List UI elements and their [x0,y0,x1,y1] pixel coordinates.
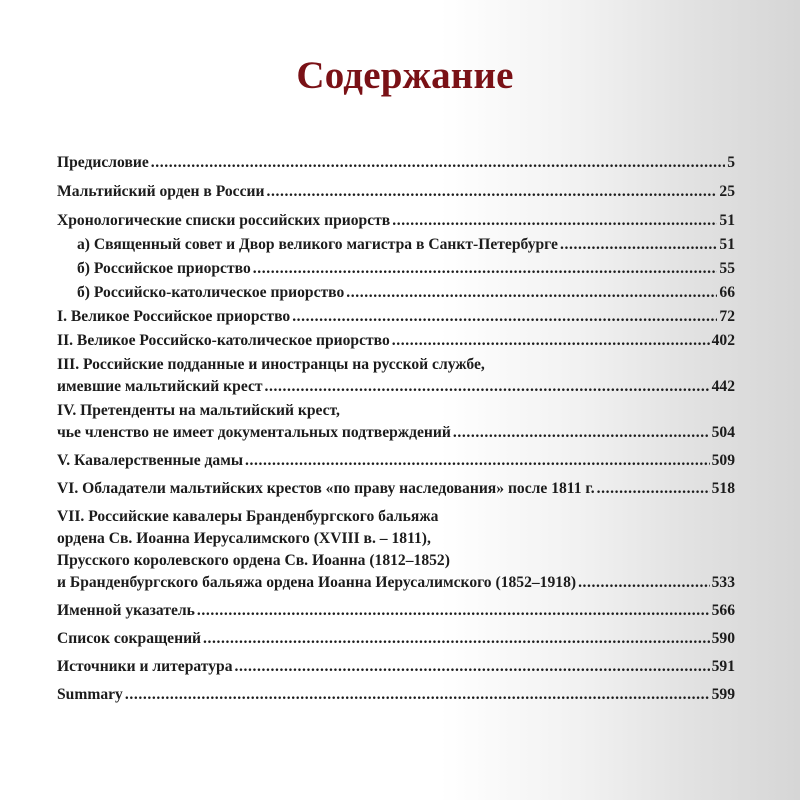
toc-entry-maltese-order-in-russia[interactable] [57,181,735,203]
toc-page-number: 51 [719,236,735,253]
toc-entry-russian-priory[interactable] [57,258,735,280]
toc-entry-chronological-lists[interactable] [57,210,735,232]
toc-page-number: 402 [711,332,735,349]
dot-leader [453,422,710,444]
toc-entry-sacred-council[interactable] [57,234,735,256]
dot-leader [560,234,717,256]
dot-leader [203,628,710,650]
dot-leader [151,152,725,174]
toc-page-number: 533 [711,574,735,591]
dot-leader [346,282,717,304]
toc-entry-text: Summary [57,686,123,703]
dot-leader [597,478,710,500]
toc-entry-text: VI. Обладатели мальтийских крестов «по праву наследования» после 1811 г. [57,480,595,497]
toc-page-number: 599 [711,686,735,703]
dot-leader [392,210,717,232]
dot-leader [125,684,710,706]
toc-page-number: 51 [719,212,735,229]
toc-page-number: 5 [727,154,735,171]
toc-entry-dames[interactable] [57,450,735,472]
toc-entry-text: Предисловие [57,154,149,171]
toc-entry-text: V. Кавалерственные дамы [57,452,244,469]
toc-entry-text-line: IV. Претенденты на мальтийский крест, [57,402,340,419]
toc-entry-sources[interactable] [57,656,735,678]
toc-entry-russian-catholic-priory[interactable] [57,282,735,304]
toc-entry-grand-russian-priory[interactable] [57,306,735,328]
toc-entry-russian-subjects[interactable] [57,354,735,398]
toc-entry-text: и Бранденбургского бальяжа ордена Иоанна Иерусалимского (1852–1918) [57,574,577,591]
toc-entry-text: б) Российско-католическое приорство [77,284,345,301]
page-title: Содержание [296,54,514,97]
toc-page-number: 72 [719,308,735,325]
dot-leader [253,258,718,280]
toc-entry-abbreviations[interactable] [57,628,735,650]
dot-leader [235,656,710,678]
toc-entry-summary[interactable] [57,684,735,706]
toc-page-number: 55 [719,260,735,277]
toc-entry-text: чье членство не имеет документальных подтверждений [57,424,451,441]
toc-entry-brandenburg-bailiwick[interactable] [57,506,735,594]
toc-entry-text: Мальтийский орден в России [57,183,265,200]
toc-entry-text: Именной указатель [57,602,195,619]
toc-entry-grand-russian-catholic-priory[interactable] [57,330,735,352]
toc-entry-text: б) Российское приорство [77,260,251,277]
toc-entry-text-line: III. Российские подданные и иностранцы на русской службе, [57,356,485,373]
toc-entry-hereditary-crosses[interactable] [57,478,735,500]
toc-page-number: 442 [711,378,735,395]
toc-page-number: 25 [719,183,735,200]
toc-entry-text: Список сокращений [57,630,202,647]
toc-entry-preface[interactable] [57,152,735,174]
toc-entry-text: I. Великое Российское приорство [57,308,291,325]
toc-entry-text: II. Великое Российско-католическое приорство [57,332,390,349]
dot-leader [392,330,710,352]
toc-entry-text-line: ордена Св. Иоанна Иерусалимского (XVIII в. – 1811), [57,530,431,547]
toc-page-number: 509 [711,452,735,469]
toc-entry-text: имевшие мальтийский крест [57,378,263,395]
dot-leader [266,181,717,203]
toc-entry-text: Источники и литература [57,658,233,675]
toc-entry-text: Хронологические списки российских приорств [57,212,391,229]
dot-leader [245,450,710,472]
dot-leader [292,306,717,328]
toc-entry-text: а) Священный совет и Двор великого магистра в Санкт-Петербурге [77,236,558,253]
toc-page-number: 66 [719,284,735,301]
toc-page-number: 504 [711,424,735,441]
dot-leader [578,572,710,594]
dot-leader [265,376,710,398]
dot-leader [197,600,710,622]
toc-page-number: 566 [711,602,735,619]
toc-page-number: 590 [711,630,735,647]
toc-entry-pretenders[interactable] [57,400,735,444]
toc-entry-text-line: Прусского королевского ордена Св. Иоанна (1812–1852) [57,552,450,569]
toc-page-number: 591 [711,658,735,675]
table-of-contents [57,152,735,706]
toc-entry-name-index[interactable] [57,600,735,622]
toc-entry-text-line: VII. Российские кавалеры Бранденбургского бальяжа [57,508,439,525]
toc-page-number: 518 [711,480,735,497]
